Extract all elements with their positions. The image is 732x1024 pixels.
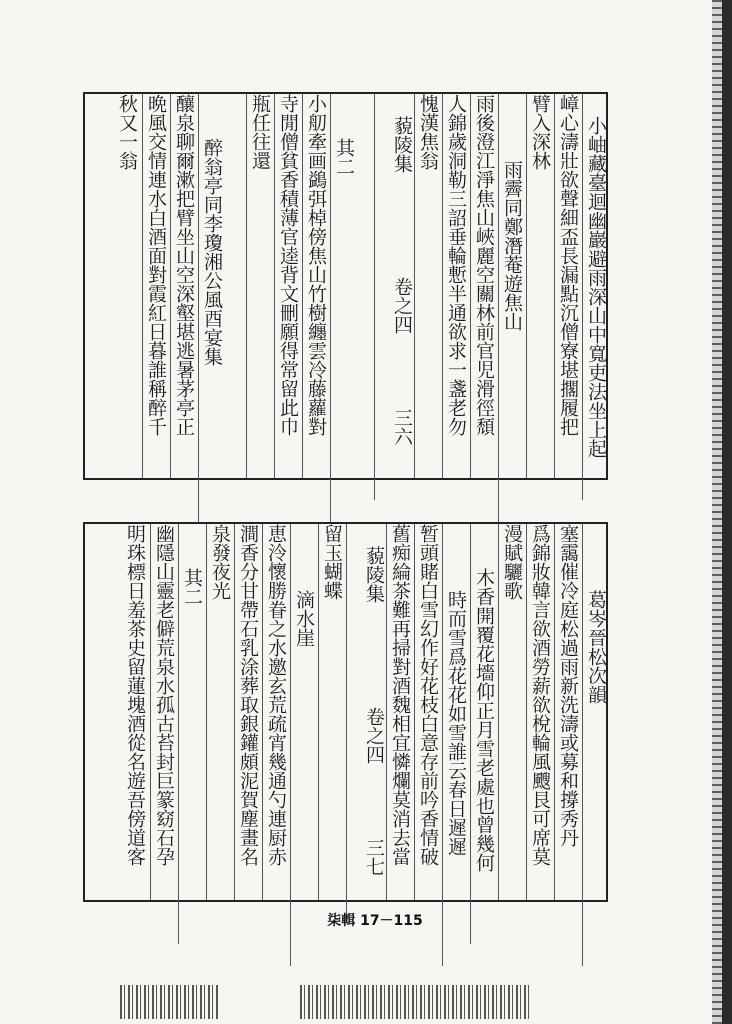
text-column: 愧漢焦翁 [414, 94, 441, 478]
text-column: 寺閒僧貧香積薄官逵背文刪願得常留此巾 [274, 94, 301, 478]
text-column: 木香開覆花墻仰正月雪老處也曾幾何 [470, 524, 497, 944]
volume-label: 卷之四 [363, 707, 385, 764]
page-number: 三六 [391, 408, 413, 446]
text-column: 暂頭賭白雪幻作好花枝白意存前吟香情破 [414, 524, 441, 900]
text-column: 雨霽同鄭潛菴遊焦山 [498, 94, 525, 544]
text-column: 小岫藏臺迴幽巖避雨深山中寬吏法坐上起 [582, 94, 609, 500]
poem-title: 滴水崖 [290, 524, 317, 966]
text-column: 舊痴綸茶難再掃對酒魏相宜憐爛莫消去當 [386, 524, 413, 900]
text-column: 爲錦妝韓言欲酒勞薪欲梲輪風颼艮可席莫 [526, 524, 553, 900]
text-column: 漫賦驪歌 [498, 524, 525, 900]
text-column: 釀泉聊爾漱把臂坐山空深壑堪逃暑茅亭正 [170, 94, 197, 478]
text-column: 臂入深林 [526, 94, 553, 478]
poem-title: 醉翁亭同李瓊湘公風酉宴集 [198, 94, 225, 522]
text-column: 瓶任往還 [246, 94, 273, 478]
poem-title: 葛岑晉松次韻 [582, 524, 609, 966]
text-column: 嶂心濤壯欲聲細盃長漏點沉僧寮堪擱履把 [554, 94, 581, 478]
folio-column [374, 94, 415, 500]
text-column: 泉發夜光 [206, 524, 233, 900]
text-column: 雨後澄江淨焦山峽麗空關林前官児滑徑頹 [470, 94, 497, 478]
scan-barcode-strip [120, 985, 220, 1019]
text-column: 秋又一翁 [116, 94, 138, 170]
archive-page-label: 柒輯 17－115 [327, 913, 423, 929]
page-number: 三七 [363, 838, 385, 876]
book-title: 藐陵集 [363, 546, 385, 603]
text-column: 小舠牽画鷁弭棹傍焦山竹樹纏雲冷藤蘿對 [302, 94, 329, 478]
text-column: 明珠標日羞茶史留蓮塊酒從名遊吾傍道客 [124, 524, 146, 866]
section-heading: 其二 [330, 94, 357, 522]
text-column: 晩風交情連水白酒面對霞紅日暮誰稱醉千 [142, 94, 169, 478]
section-heading: 其二 [178, 524, 205, 944]
folio-column [346, 524, 387, 922]
text-column: 幽隱山靈老僻荒泉水孤古苔封巨篆窈石孕 [150, 524, 177, 900]
section-heading: 留玉蝴蝶 [318, 524, 345, 900]
volume-label: 卷之四 [391, 277, 413, 334]
text-column: 恵泠懷勝眷之水邀玄荒疏宵幾通勺連厨赤 [262, 524, 289, 900]
scan-barcode-strip [300, 985, 530, 1019]
book-binding-edge [722, 0, 732, 1024]
text-column: 塞靄催冷庭松過雨新洗濤或募和撐秀丹 [554, 524, 581, 900]
bottom-text-panel [83, 522, 608, 902]
text-column: 澗香分甘帶石乳涂葬取銀鑵頗泥賀塵畫名 [234, 524, 261, 900]
text-column: 時而雪爲花花如雪誰云春日遲遲 [442, 524, 469, 966]
book-title: 藐陵集 [391, 116, 413, 173]
top-text-panel [83, 92, 608, 480]
text-column: 人錦歲洞勒三詔垂輪慙半通欲求一盞老勿 [442, 94, 469, 478]
